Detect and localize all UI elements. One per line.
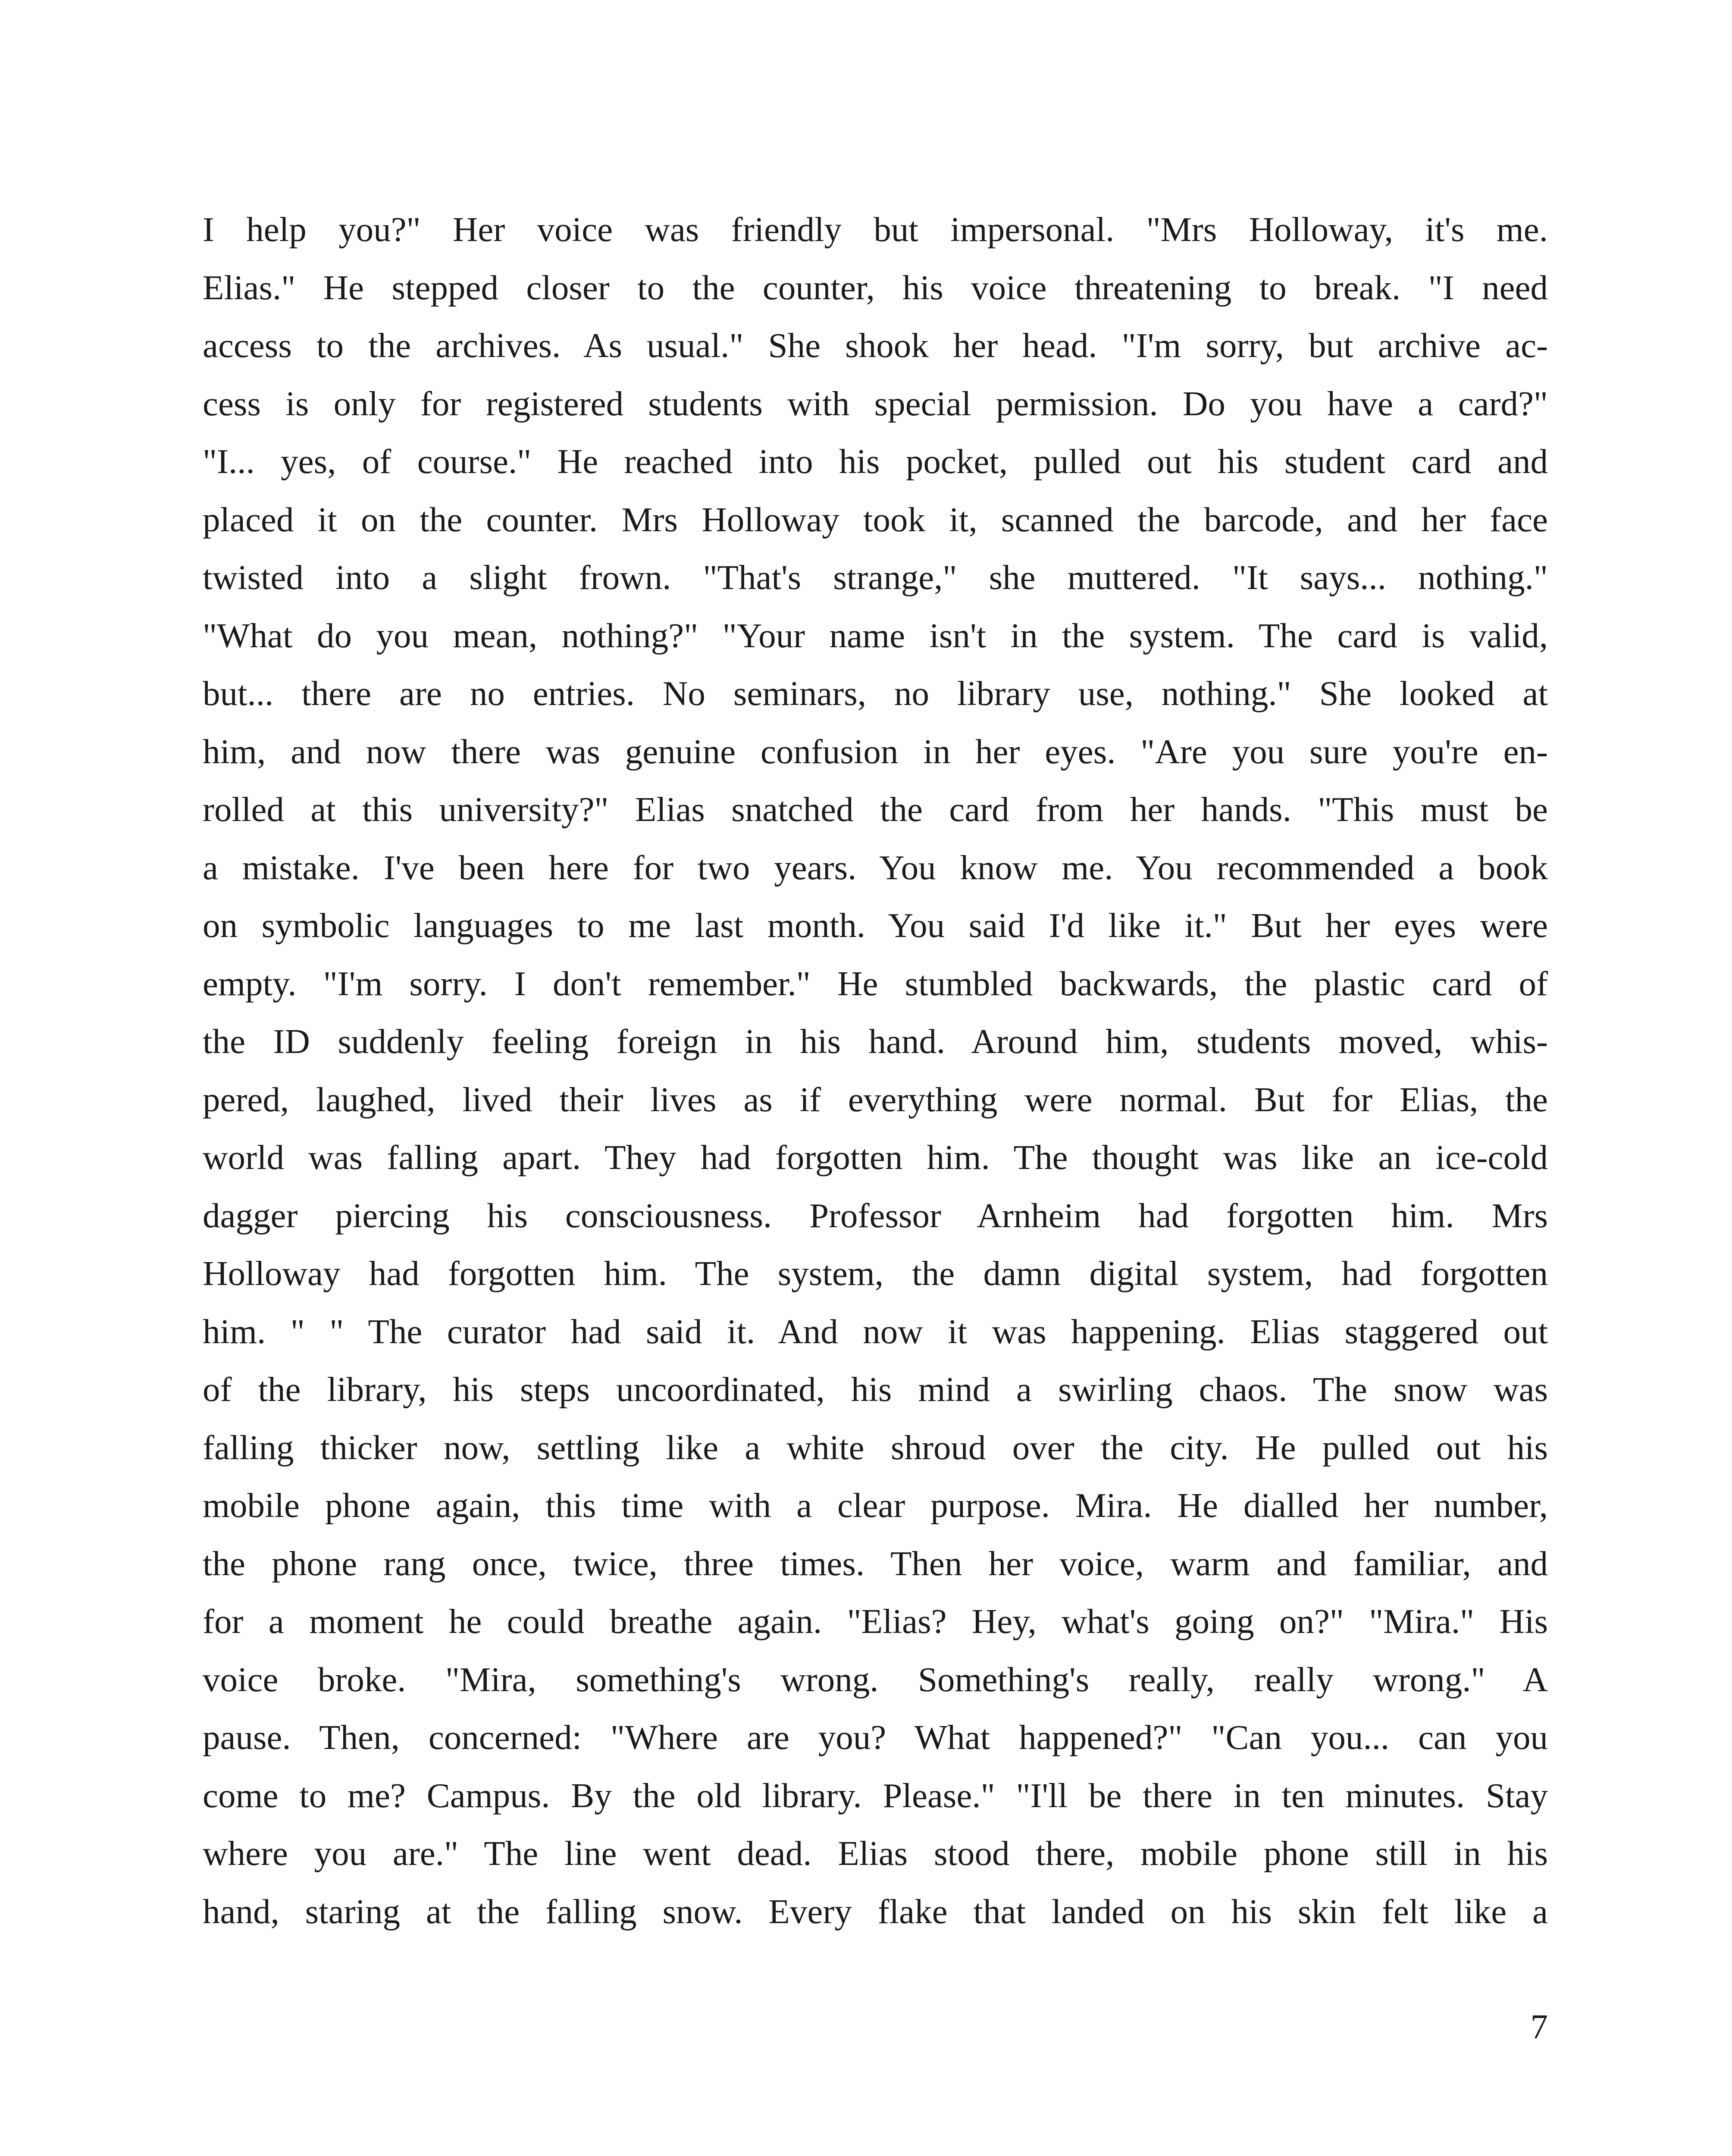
text-line: of the library, his steps uncoordinated, his mind a swirling chaos. The snow was (203, 1370, 1548, 1409)
text-line: "I... yes, of course." He reached into his pocket, pulled out his student card and (203, 442, 1548, 481)
text-line: world was falling apart. They had forgotten him. The thought was like an ice-cold (203, 1138, 1548, 1177)
text-line: Elias." He stepped closer to the counter, his voice threatening to break. "I need (203, 268, 1548, 307)
text-line: the ID suddenly feeling foreign in his hand. Around him, students moved, whis- (203, 1022, 1548, 1061)
text-line: falling thicker now, settling like a white shroud over the city. He pulled out his (203, 1428, 1548, 1467)
text-line: voice broke. "Mira, something's wrong. Something's really, really wrong." A (203, 1660, 1548, 1699)
text-line: mobile phone again, this time with a clear purpose. Mira. He dialled her number, (203, 1486, 1548, 1525)
text-line: "What do you mean, nothing?" "Your name isn't in the system. The card is valid, (203, 616, 1548, 655)
text-line: access to the archives. As usual." She shook her head. "I'm sorry, but archive ac- (203, 326, 1548, 365)
text-line: pause. Then, concerned: "Where are you? What happened?" "Can you... can you (203, 1718, 1548, 1757)
text-line: Holloway had forgotten him. The system, the damn digital system, had forgotten (203, 1254, 1548, 1293)
text-line: cess is only for registered students with special permission. Do you have a card?" (203, 384, 1548, 423)
text-line: pered, laughed, lived their lives as if everything were normal. But for Elias, the (203, 1080, 1548, 1119)
text-line: dagger piercing his consciousness. Professor Arnheim had forgotten him. Mrs (203, 1196, 1548, 1235)
body-text (203, 201, 1548, 1940)
text-line: him, and now there was genuine confusion in her eyes. "Are you sure you're en- (203, 732, 1548, 771)
text-line: I help you?" Her voice was friendly but impersonal. "Mrs Holloway, it's me. (203, 210, 1548, 249)
text-line: for a moment he could breathe again. "Elias? Hey, what's going on?" "Mira." His (203, 1602, 1548, 1641)
text-line: a mistake. I've been here for two years. You know me. You recommended a book (203, 848, 1548, 887)
text-line: placed it on the counter. Mrs Holloway took it, scanned the barcode, and her face (203, 500, 1548, 539)
page-number: 7 (1530, 2007, 1548, 2046)
text-line: rolled at this university?" Elias snatched the card from her hands. "This must be (203, 790, 1548, 829)
text-line: hand, staring at the falling snow. Every flake that landed on his skin felt like a (203, 1892, 1548, 1931)
text-line: empty. "I'm sorry. I don't remember." He stumbled backwards, the plastic card of (203, 964, 1548, 1003)
text-line: come to me? Campus. By the old library. Please." "I'll be there in ten minutes. Stay (203, 1776, 1548, 1815)
text-line: where you are." The line went dead. Elias stood there, mobile phone still in his (203, 1834, 1548, 1873)
text-line: but... there are no entries. No seminars, no library use, nothing." She looked at (203, 674, 1548, 713)
text-line: him. " " The curator had said it. And now it was happening. Elias staggered out (203, 1312, 1548, 1351)
text-line: twisted into a slight frown. "That's strange," she muttered. "It says... nothing." (203, 558, 1548, 597)
text-line: the phone rang once, twice, three times. Then her voice, warm and familiar, and (203, 1544, 1548, 1583)
text-line: on symbolic languages to me last month. You said I'd like it." But her eyes were (203, 906, 1548, 945)
